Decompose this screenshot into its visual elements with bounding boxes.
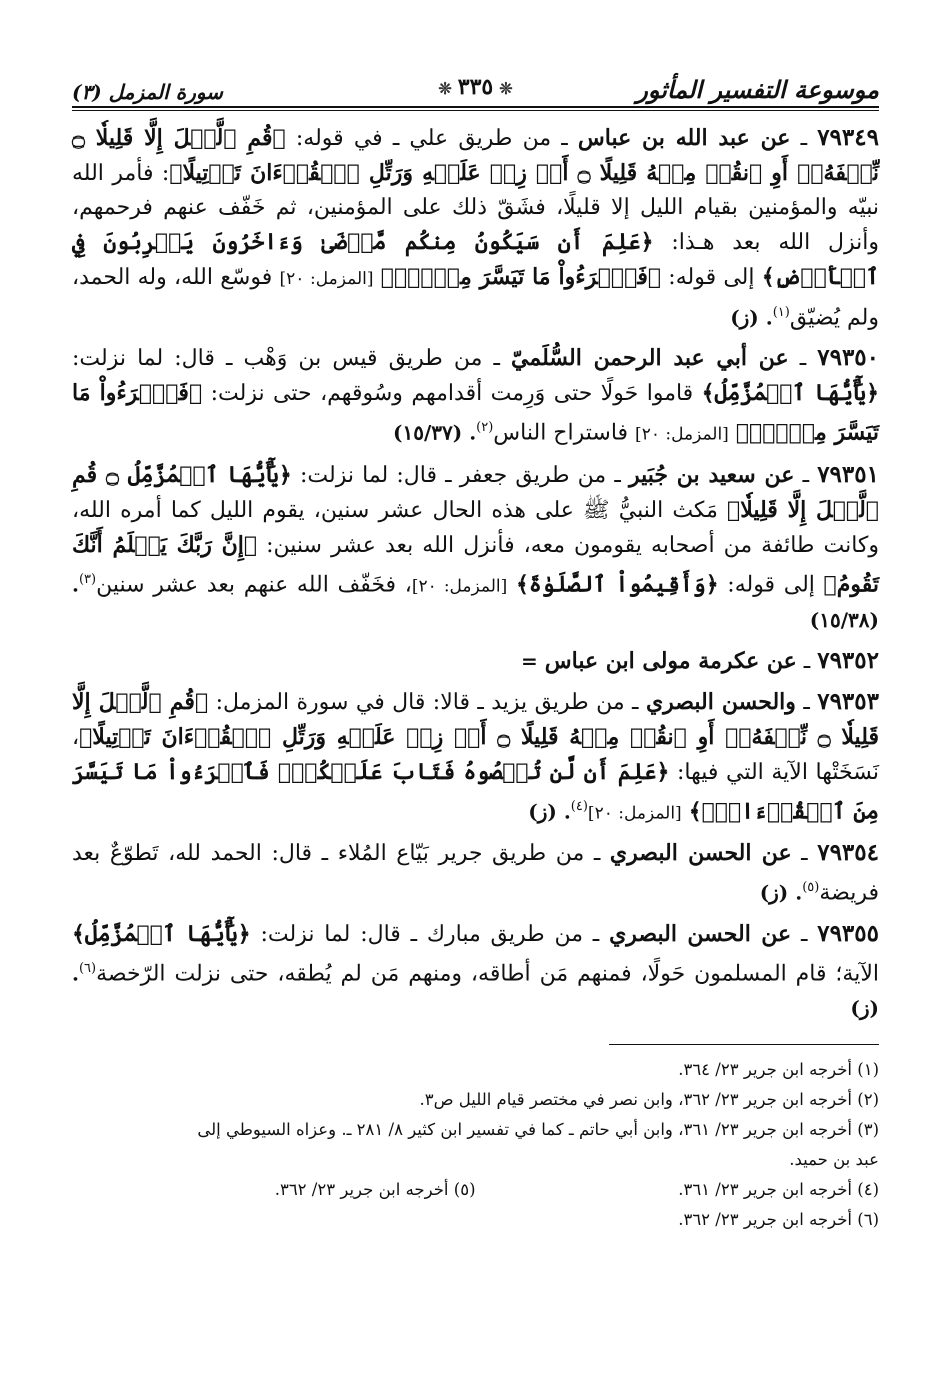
- narration-entry: ٧٩٣٥٠ ـ عن أبي عبد الرحمن السُّلَميّ ـ من طريق قيس بن وَهْب ـ قال: لما نزلت: ﴿يَٰٓأَيُّهَا ٱلۡمُزَّمِّلُ﴾ قاموا حَولًا حتى وَرِمت أقدامهم وسُوقهم، حتى نزلت: ﴿فَٱقۡرَءُواْ مَا تَيَسَّرَ مِنۡهُۚ﴾ [المزمل: ٢٠] فاستراح الناس$^{(٢)}$. (١٥/٣٧): [72, 344, 880, 446]
- quran-verse: ﴿فَٱقۡرَءُواْ مَا تَيَسَّرَ مِنۡهُۚ﴾: [380, 264, 662, 290]
- verse-reference: [المزمل: ٢٠]: [635, 424, 729, 445]
- continuation-mark: =: [521, 648, 538, 673]
- surah-title: سورة المزمل (٣): [72, 80, 223, 104]
- entry-text: إلى قوله:: [668, 265, 755, 290]
- entry-text: ـ من طريق جعفر ـ قال: لما نزلت:: [299, 462, 621, 488]
- narration-entry: ٧٩٣٥٣ ـ والحسن البصري ـ من طريق يزيد ـ قالا: قال في سورة المزمل: ﴿قُمِ ٱلَّيۡلَ إِلَّا قَلِيلٗا ۝ نِّصۡفَهُۥٓ أَوِ ٱنقُصۡ مِنۡهُ قَلِيلًا ۝ أَوۡ زِدۡ عَلَيۡهِ وَرَتِّلِ ٱلۡقُرۡءَانَ تَرۡتِيلًا﴾، نَسَخَتْها الآية التي فيها: ﴿عَلِمَ أَن لَّن تُحۡصُوهُ فَتَابَ عَلَيۡكُمۡۖ فَٱقۡرَءُواْ مَا تَيَسَّرَ مِنَ ٱلۡقُرۡءَانِۚ﴾ [المزمل: ٢٠]$^{(٤)}$. (ز): [72, 687, 879, 825]
- entry-text: إلى قوله:: [727, 571, 815, 597]
- narrator: عن عكرمة مولى ابن عباس: [544, 647, 797, 674]
- narration-entry: ٧٩٣٥٤ ـ عن الحسن البصري ـ من طريق جرير بَيّاع المُلاء ـ قال: الحمد لله، تَطوّعٌ بعد فريضة$^{(٥)}$. (ز): [72, 839, 879, 906]
- verse-reference: [المزمل: ٢٠]: [587, 803, 682, 824]
- entry-text: الآية؛ قام المسلمون حَولًا، فمنهم مَن أطاقه، ومنهم مَن لم يُطقه، حتى نزلت الرّخصة: [96, 960, 879, 986]
- entry-text: ـ من طريق مبارك ـ قال: لما نزلت:: [260, 921, 600, 947]
- footnote: (٤) أخرجه ابن جرير ٢٣/ ٣٦١.: [678, 1179, 879, 1199]
- entry-text: : فأمر الله نبيّه والمؤمنين بقيام الليل إلا قليلًا، فشَقّ ذلك على المؤمنين، ثم خَفّف عنهم فرحمهم، وأنزل الله بعد هـذا:: [72, 161, 879, 255]
- narration-entry: ٧٩٣٥١ ـ عن سعيد بن جُبَير ـ من طريق جعفر ـ قال: لما نزلت: ﴿يَٰٓأَيُّهَا ٱلۡمُزَّمِّلُ ۝ قُمِ ٱلَّيۡلَ إِلَّا قَلِيلٗا﴾ مَكث النبيُّ ﷺ على هذه الحال عشر سنين، يقوم الليل كما أمره الله، وكانت طائفة من أصحابه يقومون معه، فأنزل الله بعد عشر سنين: ﴿إِنَّ رَبَّكَ يَعۡلَمُ أَنَّكَ تَقُومُ﴾ إلى قوله: ﴿وَأَقِيمُواْ ٱلصَّلَوٰةَ﴾ [المزمل: ٢٠]، فخَفّف الله عنهم بعد عشر سنين$^{(٣)}$. (١٥/٣٨): [72, 460, 880, 632]
- entry-text: ، فخَفّف الله عنهم بعد عشر سنين: [96, 571, 412, 597]
- quran-verse: ﴿يَٰٓأَيُّهَا ٱلۡمُزَّمِّلُ﴾: [701, 380, 879, 407]
- source-tag: . (ز): [730, 305, 773, 330]
- quran-verse: ﴿إِنَّ رَبَّكَ يَعۡلَمُ أَنَّكَ تَقُومُ﴾: [72, 531, 879, 597]
- footnotes: [72, 1055, 879, 1235]
- narrator: والحسن البصري: [645, 688, 796, 715]
- narrator: عن الحسن البصري: [609, 840, 792, 867]
- quran-verse: ﴿يَٰٓأَيُّهَا ٱلۡمُزَّمِّلُ ۝ قُمِ ٱلَّيۡلَ إِلَّا قَلِيلٗا﴾: [72, 461, 880, 523]
- narrator: عن سعيد بن جُبَير: [628, 461, 795, 488]
- entry-text: قاموا حَولًا حتى وَرِمت أقدامهم وسُوقهم، حتى نزلت:: [210, 381, 694, 407]
- footnote: (٣) أخرجه ابن جرير ٢٣/ ٣٦١، وابن أبي حاتم ـ كما في تفسير ابن كثير ٨/ ٢٨١ ـ. وعزاه السيوطي إلى: [197, 1119, 879, 1139]
- quran-verse: ﴿قُمِ ٱلَّيۡلَ إِلَّا قَلِيلٗا ۝ نِّصۡفَهُۥٓ أَوِ ٱنقُصۡ مِنۡهُ قَلِيلًا ۝ أَوۡ زِدۡ عَلَيۡهِ وَرَتِّلِ ٱلۡقُرۡءَانَ تَرۡتِيلًا﴾: [72, 125, 880, 186]
- entry-number: ٧٩٣٥٠: [817, 344, 880, 372]
- entry-number: ٧٩٣٥٣: [817, 687, 879, 715]
- entry-number: ٧٩٣٥١: [817, 460, 879, 488]
- main-text: [72, 121, 879, 1026]
- page-number: ٣٣٥: [457, 74, 494, 100]
- narrator: عن عبد الله بن عباس: [577, 125, 791, 151]
- narration-entry: ٧٩٣٥٢ ـ عن عكرمة مولى ابن عباس =: [521, 646, 879, 674]
- quran-verse: ﴿قُمِ ٱلَّيۡلَ إِلَّا قَلِيلٗا ۝ نِّصۡفَهُۥٓ أَوِ ٱنقُصۡ مِنۡهُ قَلِيلًا ۝ أَوۡ زِدۡ عَلَيۡهِ وَرَتِّلِ ٱلۡقُرۡءَانَ تَرۡتِيلًا﴾: [72, 688, 879, 750]
- footnote: (٥) أخرجه ابن جرير ٢٣/ ٣٦٢.: [274, 1179, 476, 1199]
- source-tag: . (ز): [759, 880, 803, 905]
- entry-text: ، نَسَخَتْها الآية التي فيها:: [72, 724, 879, 785]
- footnote: (٢) أخرجه ابن جرير ٢٣/ ٣٦٢، وابن نصر في مختصر قيام الليل ص٣.: [419, 1089, 879, 1109]
- entry-number: ٧٩٣٥٤: [817, 839, 879, 867]
- page-header: [72, 60, 879, 104]
- entry-text: فوسّع الله، وله الحمد، ولم يُضيّق: [72, 265, 879, 331]
- narration-entry: ٧٩٣٥٥ ـ عن الحسن البصري ـ من طريق مبارك ـ قال: لما نزلت: ﴿يَٰٓأَيُّهَا ٱلۡمُزَّمِّلُ﴾ الآية؛ قام المسلمون حَولًا، فمنهم مَن أطاقه، ومنهم مَن لم يُطقه، حتى نزلت الرّخصة$^{(٦)}$. (ز): [72, 919, 879, 1020]
- footnote-marker: (٤): [570, 798, 588, 814]
- entry-text: فاستراح الناس: [493, 420, 629, 446]
- header-divider: [72, 106, 879, 111]
- ornament-right-icon: ❊: [499, 79, 513, 98]
- verse-reference: [المزمل: ٢٠]: [411, 575, 508, 596]
- footnote-marker: (٣): [78, 571, 97, 587]
- footnote-marker: (٢): [476, 420, 494, 436]
- footnote-marker: (٦): [78, 960, 97, 976]
- quran-verse: ﴿يَٰٓأَيُّهَا ٱلۡمُزَّمِّلُ﴾: [72, 920, 251, 947]
- narration-entry: ٧٩٣٤٩ ـ عن عبد الله بن عباس ـ من طريق علي ـ في قوله: ﴿قُمِ ٱلَّيۡلَ إِلَّا قَلِيلٗا ۝ نِّصۡفَهُۥٓ أَوِ ٱنقُصۡ مِنۡهُ قَلِيلًا ۝ أَوۡ زِدۡ عَلَيۡهِ وَرَتِّلِ ٱلۡقُرۡءَانَ تَرۡتِيلًا﴾: فأمر الله نبيّه والمؤمنين بقيام الليل إلا قليلًا، فشَقّ ذلك على المؤمنين، ثم خَفّف عنهم فرحمهم، وأنزل الله بعد هـذا: ﴿عَلِمَ أَن سَيَكُونُ مِنكُم مَّرۡضَىٰ وَءَاخَرُونَ يَضۡرِبُونَ فِي ٱلۡأَرۡضِ﴾ إلى قوله: ﴿فَٱقۡرَءُواْ مَا تَيَسَّرَ مِنۡهُۚ﴾ [المزمل: ٢٠] فوسّع الله، وله الحمد، ولم يُضيّق$^{(١)}$. (ز): [72, 124, 880, 331]
- ornament-left-icon: ❊: [438, 79, 452, 98]
- footnote-marker: (١): [772, 305, 790, 320]
- footnote-row: [72, 1175, 879, 1205]
- footnote: (١) أخرجه ابن جرير ٢٣/ ٣٦٤.: [678, 1059, 879, 1079]
- quran-verse: ﴿عَلِمَ أَن لَّن تُحۡصُوهُ فَتَابَ عَلَيۡكُمۡۖ فَٱقۡرَءُواْ مَا تَيَسَّرَ مِنَ ٱلۡقُرۡءَانِۚ﴾: [72, 758, 879, 825]
- entry-text: ـ من طريق علي ـ في قوله:: [295, 126, 568, 151]
- page-number-wrap: [432, 74, 518, 100]
- narrator: عن الحسن البصري: [609, 920, 792, 947]
- verse-reference: [المزمل: ٢٠]: [279, 269, 374, 289]
- entry-text: ـ من طريق يزيد ـ قالا: قال في سورة المزمل:: [215, 689, 639, 715]
- source-tag: . (ز): [72, 960, 879, 1020]
- quran-verse: ﴿عَلِمَ أَن سَيَكُونُ مِنكُم مَّرۡضَىٰ وَءَاخَرُونَ يَضۡرِبُونَ فِي ٱلۡأَرۡضِ﴾: [72, 229, 879, 290]
- source-tag: . (١٥/٣٧): [393, 420, 477, 445]
- book-title: موسوعة التفسير المأثور: [636, 75, 879, 104]
- entry-text: ـ من طريق قيس بن وَهْب ـ قال: لما نزلت:: [72, 346, 500, 372]
- quran-verse: ﴿وَأَقِيمُواْ ٱلصَّلَوٰةَ﴾: [515, 570, 719, 597]
- narrator: عن أبي عبد الرحمن السُّلَميّ: [511, 345, 789, 372]
- footnote: (٦) أخرجه ابن جرير ٢٣/ ٣٦٢.: [678, 1209, 879, 1229]
- entry-text: مَكث النبيُّ ﷺ على هذه الحال عشر سنين، يقوم الليل كما أمره الله، وكانت طائفة من أصحابه يقومون معه، فأنزل الله بعد عشر سنين:: [72, 497, 879, 558]
- source-tag: . (١٥/٣٨): [72, 571, 879, 632]
- footnote-continuation: عبد بن حميد.: [789, 1149, 879, 1169]
- footnote-divider: [609, 1044, 879, 1045]
- source-tag: . (ز): [528, 799, 571, 824]
- entry-number: ٧٩٣٤٩: [817, 124, 879, 151]
- entry-number: ٧٩٣٥٢: [817, 646, 879, 674]
- footnote-marker: (٥): [802, 880, 820, 896]
- entry-number: ٧٩٣٥٥: [817, 919, 879, 947]
- quran-verse: ﴿فَٱقۡرَءُواْ مَا تَيَسَّرَ مِنۡهُۚ﴾: [72, 380, 879, 446]
- entry-text: ـ من طريق جرير بَيّاع المُلاء ـ قال: الحمد لله، تَطوّعٌ بعد فريضة: [72, 841, 879, 906]
